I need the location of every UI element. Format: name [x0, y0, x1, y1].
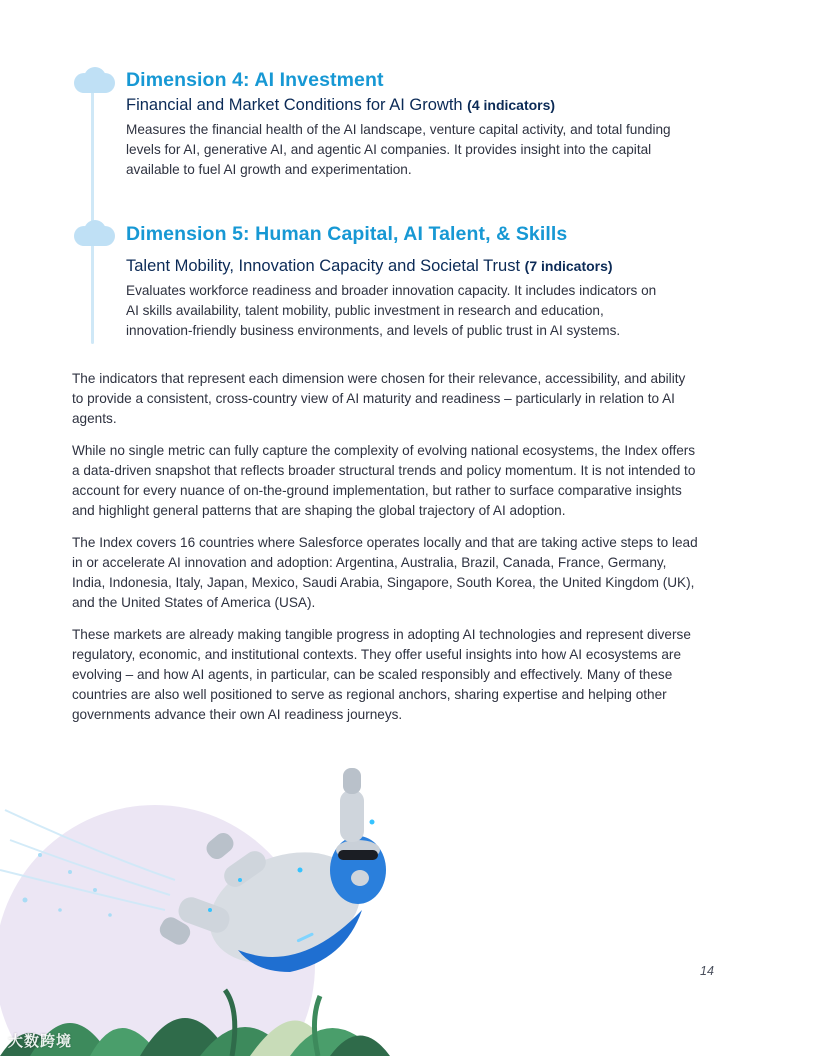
paragraph: While no single metric can fully capture the complexity of evolving national ecosystems, the Index offers a data-driven snapshot that reflects broader structural trends and policy momentum. It is not intended to account for every nuance of on-the-ground implementation, but rather to surface comparative insights and highlight general patterns that are shaping the global trajectory of AI adoption. [72, 443, 696, 518]
dimension-title: Dimension 4: AI Investment [126, 69, 384, 91]
cloud-icon [71, 219, 117, 249]
page-number: 14 [700, 964, 714, 978]
dimension-description: Measures the financial health of the AI landscape, venture capital activity, and total funding levels for AI, generative AI, and agentic AI companies. It provides insight into the capital available to fuel AI growth and experimentation. [126, 122, 671, 177]
dimension-description: Evaluates workforce readiness and broader innovation capacity. It includes indicators on AI skills availability, talent mobility, public investment in research and education, innovation-friendly business environments, and levels of public trust in AI systems. [126, 283, 657, 338]
indicator-count: (7 indicators) [524, 258, 613, 274]
dimension-4-block [126, 68, 706, 180]
body-text [72, 369, 700, 737]
timeline-line [91, 86, 94, 344]
paragraph: These markets are already making tangible progress in adopting AI technologies and represent diverse regulatory, economic, and institutional contexts. They offer useful insights into how AI ecosystems are evolving – and how AI agents, in particular, can be scaled responsibly and effectively. Many of these countries are also well positioned to serve as regional anchors, sharing expertise and helping other governments advance their own AI readiness journeys. [72, 627, 691, 722]
paragraph: The indicators that represent each dimension were chosen for their relevance, accessibility, and ability to provide a consistent, cross-country view of AI maturity and readiness – particularly in relation to AI agents. [72, 371, 686, 426]
dimension-subtitle-text: Talent Mobility, Innovation Capacity and Societal Trust [126, 257, 521, 275]
dimension-subtitle [126, 94, 706, 116]
paragraph: The Index covers 16 countries where Salesforce operates locally and that are taking active steps to lead in or accelerate AI innovation and adoption: Argentina, Australia, Brazil, Canada, France, Germany, India, Indonesia, Italy, Japan, Mexico, Saudi Arabia, Singapore, South Korea, the United Kingdom (UK), and the United States of America (USA). [72, 535, 698, 610]
watermark: 大数跨境 [8, 1033, 73, 1050]
robot-illustration [0, 760, 420, 1056]
indicator-count: (4 indicators) [467, 97, 556, 113]
cloud-icon [71, 66, 117, 96]
dimension-subtitle [126, 255, 706, 277]
dimension-5-block [126, 222, 706, 341]
dimension-title: Dimension 5: Human Capital, AI Talent, & Skills [126, 223, 568, 245]
dimension-subtitle-text: Financial and Market Conditions for AI Growth [126, 96, 463, 114]
